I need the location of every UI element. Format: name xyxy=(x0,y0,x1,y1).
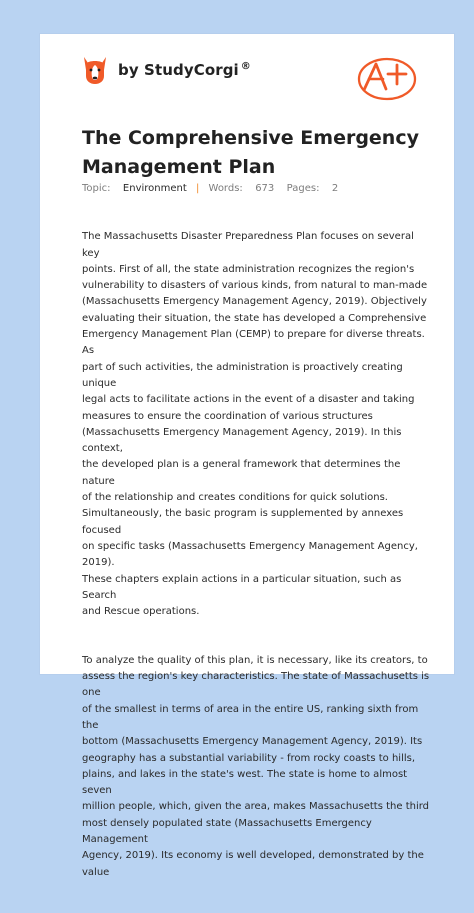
topic-label: Topic: xyxy=(82,183,111,194)
registered-mark: ® xyxy=(240,61,251,72)
document-body xyxy=(82,213,432,913)
a-plus-icon xyxy=(352,50,422,104)
meta-separator: | xyxy=(195,183,200,194)
words-label: Words: xyxy=(208,183,243,194)
pages-value: 2 xyxy=(331,183,339,194)
brand-name xyxy=(118,61,251,79)
body-paragraph: To analyze the quality of this plan, it is necessary, like its creators, to assess the region's key characteristics. The state of Massachusetts is one of the smallest in terms of area in the entire US, ranking sixth from the bottom (Massachusetts Emergency Management Agency, 2019). Its geography has a substantial variability - from rocky coasts to hills, plains, and lakes in the state's west. The state is home to almost seven million people, which, given the area, makes Massachusetts the third most densely populated state (Massachusetts Emergency Management Agency, 2019). Its economy is well developed, demonstrated by the value xyxy=(82,654,430,878)
page-title: The Comprehensive Emergency Management Plan xyxy=(82,127,419,178)
body-paragraph: The Massachusetts Disaster Preparedness Plan focuses on several key points. First of all, the state administration recognizes the region's vulnerability to disasters of various kinds, from natural to man-made (Massachusetts Emergency Management Agency, 2019). Objectively evaluating their situation, the state has developed a Comprehensive Emergency Management Plan (CEMP) to prepare for diverse threats. As part of such activities, the administration is proactively creating unique legal acts to facilitate actions in the event of a disaster and taking measures to ensure the coordination of various structures (Massachusetts Emergency Management Agency, 2019). In this context, the developed plan is a general framework that determines the nature of the relationship and creates conditions for quick solutions. Simultaneously, the basic program is supplemented by annexes focused on specific tasks (Massachusetts Emergency Management Agency, 2019). These chapters explain actions in a particular situation, such as Search and Rescue operations. xyxy=(82,231,428,618)
corgi-icon xyxy=(82,54,108,86)
document-page xyxy=(40,34,454,878)
studycorgi-logo[interactable] xyxy=(82,52,251,88)
brand-text: by StudyCorgi xyxy=(118,61,239,79)
document-meta xyxy=(82,182,422,195)
words-value: 673 xyxy=(255,183,275,194)
pages-label: Pages: xyxy=(286,183,320,194)
topic-value[interactable]: Environment xyxy=(122,183,187,194)
page-header xyxy=(82,52,440,112)
